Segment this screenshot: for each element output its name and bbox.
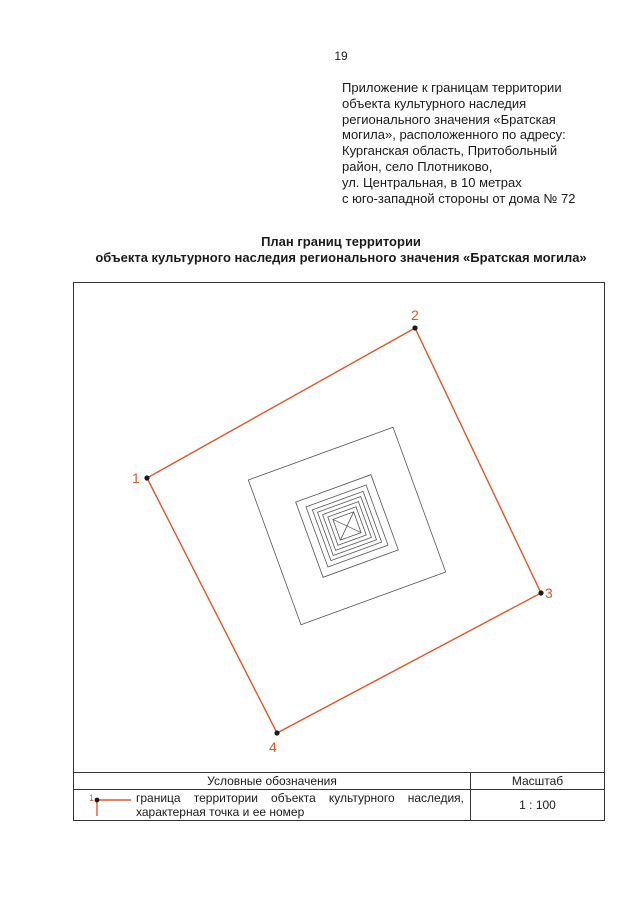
legend-description: граница территории объекта культурного наследия, характерная точка и ее номер [136, 791, 464, 819]
plan-title-line: План границ территории [261, 234, 421, 249]
boundary-point-4 [274, 730, 279, 735]
appendix-line: могила», расположенного по адресу: [342, 127, 566, 143]
boundary-point-label-4: 4 [269, 739, 277, 755]
monument-outline [248, 427, 445, 624]
legend-table [73, 772, 605, 821]
plan-svg [74, 283, 606, 774]
boundary-point-2 [412, 325, 417, 330]
boundary-point-label-1: 1 [132, 470, 140, 486]
legend-header-scale: Масштаб [471, 773, 605, 790]
boundary-point-3 [538, 590, 543, 595]
appendix-line: объекта культурного наследия [342, 95, 527, 111]
appendix-note [342, 80, 612, 206]
plan-title-line: объекта культурного наследия регионального значения «Братская могила» [95, 250, 587, 265]
boundary-point-label-3: 3 [545, 585, 553, 601]
appendix-line: регионального значения «Братская [342, 111, 556, 127]
boundary-point-1 [144, 475, 149, 480]
legend-symbol-cell [74, 790, 471, 821]
legend-symbol-label: 1 [89, 793, 95, 803]
appendix-line: Курганская область, Притобольный [342, 143, 558, 159]
page-number: 19 [334, 49, 348, 63]
appendix-line: ул. Центральная, в 10 метрах [342, 174, 522, 190]
legend-header-symbols: Условные обозначения [74, 773, 471, 790]
plan-drawing [73, 282, 605, 773]
appendix-line: с юго-западной стороны от дома № 72 [342, 190, 576, 206]
appendix-line: Приложение к границам территории [342, 80, 562, 95]
territory-boundary [147, 328, 541, 733]
appendix-line: район, село Плотниково, [342, 158, 493, 174]
boundary-point-label-2: 2 [411, 307, 419, 323]
boundary-symbol-icon [74, 790, 136, 820]
scale-value: 1 : 100 [471, 790, 605, 821]
plan-title [0, 234, 640, 266]
